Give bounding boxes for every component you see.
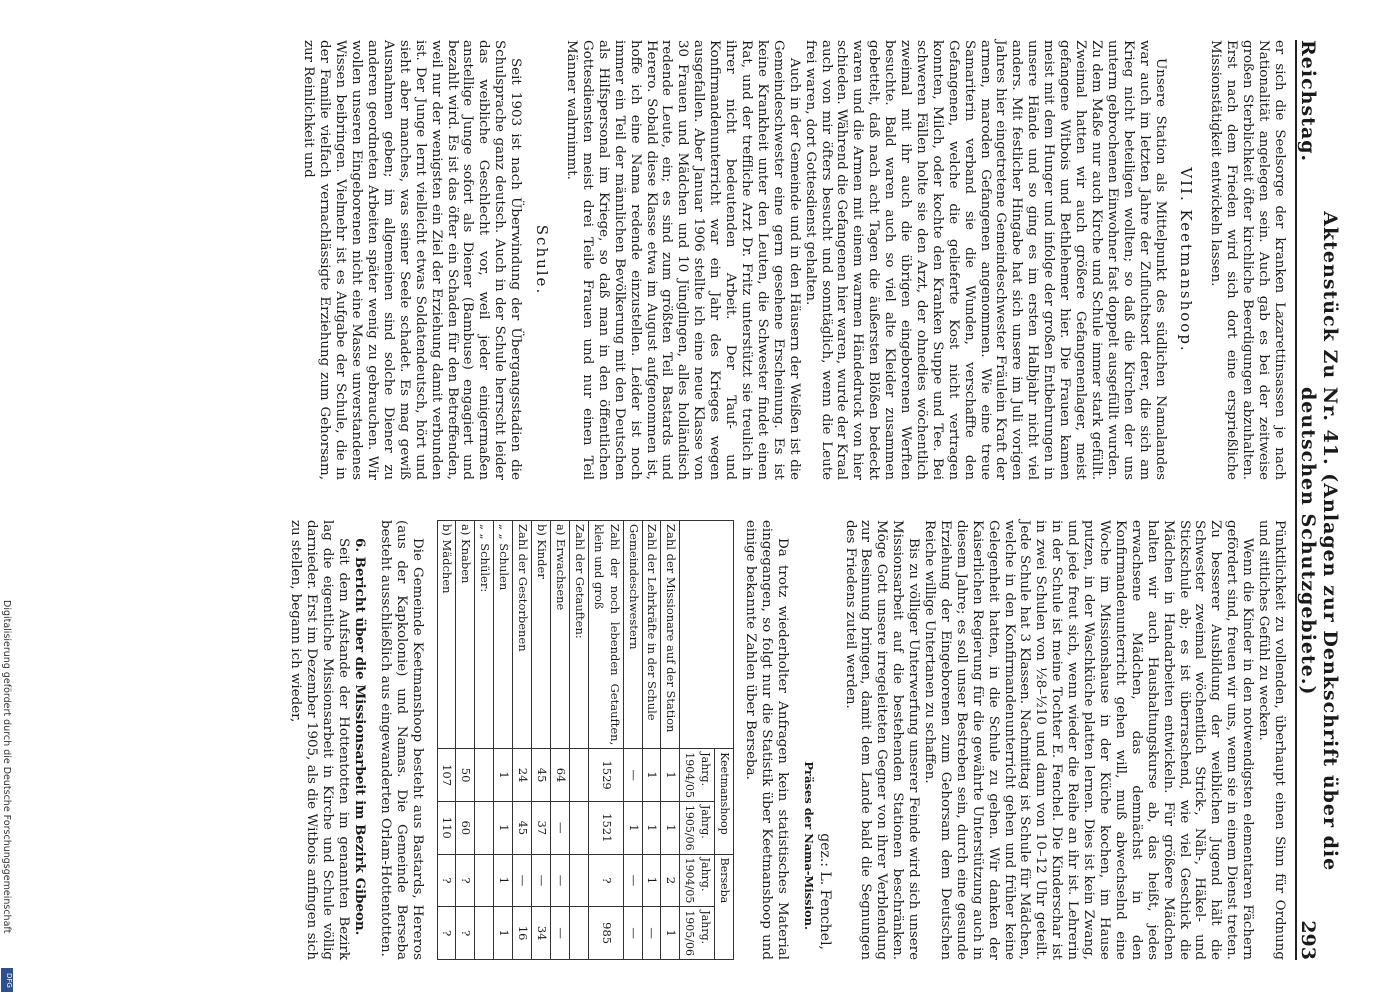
- table-cell: [569, 907, 588, 960]
- table-cell: 1: [661, 907, 680, 960]
- table-cell: —: [623, 854, 642, 907]
- table-year-header: Jahrg. 1904/05: [680, 854, 715, 907]
- table-cell: —: [532, 854, 551, 907]
- table-cell: 1521: [588, 801, 623, 854]
- table-cell: [475, 749, 494, 802]
- table-cell: 45: [513, 801, 532, 854]
- table-row: [513, 521, 532, 960]
- table-row: [588, 521, 623, 960]
- table-row: [642, 521, 661, 960]
- subsection-title-schule: Schule.: [533, 224, 552, 296]
- table-cell: [569, 749, 588, 802]
- table-row-label: Zahl der Gestorbenen: [513, 521, 532, 749]
- table-cell: 1: [642, 854, 661, 907]
- table-year-header: Jahrg. 1905/06: [680, 907, 715, 960]
- table-cell: 16: [513, 907, 532, 960]
- table-cell: 1: [642, 749, 661, 802]
- table-cell: —: [642, 907, 661, 960]
- table-cell: ?: [588, 854, 623, 907]
- section-title-keetmanshoop: VII. Keetmanshoop.: [1177, 167, 1196, 353]
- paragraph: Seit 1903 ist nach Überwindung der Übergangsstadien die Schulsprache ganz deutsch. Auch in der Schule herrscht leider das weibliche Geschlecht vor, weil jeder einigermaßen anstellige Junge sofort als Diener (Bambuse) engagiert und bezahlt wird. Es ist das öfter ein Schaden für den Betreffenden, weil nur der wenigsten ein Ziel der Erziehung damit verbunden ist. Der Junge lernt vielleicht etwas Soldatendeutsch, hört und sieht aber manches, was seiner Seele schadet. Es mag gewiß Ausnahmen geben; im allgemeinen sind solche Diener zu anderen geordneten Arbeiten später wenig zu gebrauchen. Wir wollen unseren Eingeborenen nicht eine Masse unverstandenes Wissen beibringen. Vielmehr ist es Aufgabe der Schule, die in der Familie vielfach vernachlässigte Erziehung zum Gehorsam, zur Reinlichkeit und: [301, 40, 524, 480]
- table-cell: 1: [661, 749, 680, 802]
- table-row-label: „ „ Schulen: [494, 521, 513, 749]
- paragraph: Seit dem Aufstande der Hottentotten im genannten Bezirk lag die eigentliche Missionsarbeit in Kirche und Schule völlig darnieder. Erst im Dezember 1905, als die Witbois anfingen sich zu stellen, begann ich wieder,: [288, 520, 351, 960]
- table-cell: 37: [532, 801, 551, 854]
- paragraph: Bis zu völliger Unterwerfung unserer Feinde wird sich unsere Missionsarbeit auf die bestehenden Stationen beschränken. Möge Gott unsere irregeleiteten Gegner von ihrer Verblendung zur Besinnung bringen, damit dem Lande bald die Segnungen des Friedens zuteil werden.: [842, 520, 922, 960]
- table-cell: 1: [661, 801, 680, 854]
- statistics-table: [437, 520, 735, 960]
- table-cell: [475, 801, 494, 854]
- table-cell: 2: [661, 854, 680, 907]
- table-cell: [475, 854, 494, 907]
- dfg-logo: DFG: [1, 968, 13, 992]
- table-year-header: Jahrg. 1905/06: [680, 801, 715, 854]
- table-row-label: Zahl der Lehrkräfte in der Schule: [642, 521, 661, 749]
- signature: gez.: L. Fenchel,: [816, 833, 833, 950]
- table-cell: 985: [588, 907, 623, 960]
- section-title-gibeon: 6. Bericht über die Missionsarbeit im Bezirk Gibeon.: [351, 538, 368, 936]
- paragraph: Wenn die Kinder in den notwendigsten elementaren Fächern gefördert sind, freuen wir uns, wenn sie in einem Dienst treten. Zu besserer Ausbildung der weiblichen Jugend hält die Schwester zweimal wöchentlich Strick-, Näh-, Häkel- und Stickschule ab; es ist überraschend, wie viel Geschick die Mädchen in Handarbeiten entwickeln. Für größere Mädchen halten wir auch Haushaltungskurse ab, das heißt, jedes erwachsene Mädchen, das demnächst in den Konfirmandenunterricht gehen will, muß abwechselnd eine Woche im Missionshause in der Küche kochen, im Hause putzen, in der Waschküche platten lernen. Dies ist kein Zwang, und jede freut sich, wenn wieder die Reihe an ihr ist. Lehrerin in der Schule ist meine Tochter E. Fenchel. Die Kinderschar ist in zwei Schulen von ½8–½10 und dann von 10–12 Uhr geteilt. Jede Schule hat 3 Klassen. Nachmittag ist Schule für Mädchen, welche in den Konfirmandenunterricht gehen und früher keine Gelegenheit hatten, in die Schule zu gehen. Wir danken der Kaiserlichen Regierung für die gewährte Unterstützung auch in diesem Jahre; es soll unser Bestreben sein, durch eine gesunde Erziehung der Eingeborenen zum Gehorsam dem Deutschen Reiche willige Untertanen zu schaffen.: [922, 520, 1256, 960]
- table-cell: ?: [437, 854, 456, 907]
- table-row-label: Gemeindeschwestern: [623, 521, 642, 749]
- table-cell: 107: [437, 749, 456, 802]
- signature-subtitle: Präses der Nama-Mission.: [801, 761, 816, 930]
- header-left: Reichstag.: [1297, 40, 1319, 163]
- table-cell: [569, 854, 588, 907]
- table-group-header: Keetmanshoop: [715, 749, 734, 854]
- left-column: [301, 40, 1287, 480]
- table-body: [437, 521, 680, 960]
- table-row-label: Zahl der Getauften:: [569, 521, 588, 749]
- table-row: [623, 521, 642, 960]
- table-cell: 110: [437, 801, 456, 854]
- table-cell: 34: [532, 907, 551, 960]
- table-row: [532, 521, 551, 960]
- intro-paragraph: er sich die Seelsorge der kranken Lazarettinsassen je nach Nationalität angelegen sein. Auch gab es bei der zeitweise großen Sterblichkeit öfter kirchliche Beerdigungen abzuhalten. Erst nach dem Frieden wird sich dort eine ersprießliche Missionstätigkeit entwickeln lassen.: [1208, 40, 1287, 480]
- table-row-label: Zahl der Missionare auf der Station: [661, 521, 680, 749]
- table-corner: [680, 521, 734, 749]
- table-row: [494, 521, 513, 960]
- digitization-note: Digitalisierung gefördert durch die Deutsche Forschungsgemeinschaft: [1, 600, 12, 934]
- table-row: [569, 521, 588, 960]
- paragraph: Da trotz wiederholter Anfragen kein statistisches Material eingegangen, so folgt nur die Statistik über Keetmanshoop und einige bekannte Zahlen über Berseba.: [743, 520, 790, 960]
- table-cell: 1: [494, 749, 513, 802]
- table-row: [456, 521, 475, 960]
- table-row: [437, 521, 456, 960]
- paragraph: Auch in der Gemeinde und in den Häusern der Weißen ist die Gemeindeschwester eine gern gesehene Erscheinung. Es ist keine Krankheit unter den Leuten, die Schwester findet einen Rat, und der treffliche Arzt Dr. Fritz unterstützt sie treulich in ihrer nicht bedeutenden Arbeit. Der Tauf- und Konfirmandenunterricht war ein Jahr des Krieges wegen ausgefallen. Aber Januar 1906 stellte ich eine neue Klasse von 30 Frauen und Mädchen und 10 Jünglingen, alles holländisch redende Leute, ein; es sind zum größten Teil Bastards und Herero. Sobald diese Klasse etwa im August aufgenommen ist, hoffe ich eine Nama redende einzustellen. Leider ist noch immer ein Teil der männlichen Bevölkerung mit den Deutschen als Hilfspersonal im Kriege, so daß man in den öffentlichen Gottesdiensten meist drei Teile Frauen und nur einen Teil Männer wahrnimmt.: [564, 40, 802, 480]
- table-year-header: Jahrg. 1904/05: [680, 749, 715, 802]
- table-cell: [475, 907, 494, 960]
- table-cell: —: [551, 854, 570, 907]
- table-cell: 1: [494, 801, 513, 854]
- table-cell: —: [513, 854, 532, 907]
- table-row-label: a) Erwachsene: [551, 521, 570, 749]
- table-cell: 50: [456, 749, 475, 802]
- table-cell: 1: [494, 854, 513, 907]
- table-cell: —: [551, 801, 570, 854]
- header-title: Aktenstück Zu Nr. 41. (Anlagen zur Denkschrift über die deutschen Schutzgebiete.): [1297, 211, 1341, 872]
- table-row-label: „ „ Schüler:: [475, 521, 494, 749]
- paragraph: Unsere Station als Mittelpunkt des südlichen Namalandes war auch im letzten Jahre der Zufluchtsort derer, die sich am Krieg nicht beteiligen wollten; so daß die Kirchen der uns unterm gebrochenen Einwohner fast doppelt ausgefüllt wurden. Zu dem Maße nur auch Kirche und Schule immer stark gefüllt. Zweimal hatten wir auch größere Gefangenenlager, meist gefangene Witbois und Bethlehemer hier. Die Frauen kamen meist mit dem Hunger und infolge der großen Entbehrungen in unsere Hände und so ging es im ersten Halbjahr nicht viel anders. Mit festlicher Hingabe hat sich unsere im Juli vorigen Jahres hier eingetretene Gemeindeschwester Fräulein Kraft der armen, maroden Gefangenen angenommen. Wie eine treue Samariterin verband sie die Wunden, verschaffte den Gefangenen, welche die gelieferte Kost nicht vertragen konnten, Milch, oder kochte den Kranken Suppe und Tee. Bei schweren Fällen holte sie den Arzt, der ohnedies wöchentlich zweimal mit ihr auch die übrigen eingeborenen Werften besuchte. Bald waren auch so viel alte Kleider zusammen gebettelt, daß nach acht Tagen die äußersten Blößen bedeckt waren und die Armen mit einem warmen Händedruck von hier schieden. Während die Gefangenen hier waren, wurde der Kraal auch von mir öfters besucht und sonntäglich, wenn die Leute frei waren, dort Gottesdienst gehalten.: [802, 40, 1168, 480]
- table-cell: 1: [623, 801, 642, 854]
- table-cell: ?: [456, 854, 475, 907]
- table-cell: 64: [551, 749, 570, 802]
- table-cell: —: [551, 907, 570, 960]
- table-cell: [569, 801, 588, 854]
- right-column: [287, 520, 1287, 960]
- page-header: [1295, 40, 1341, 960]
- paragraph: Pünktlichkeit zu vollenden, überhaupt einen Sinn für Ordnung und sittliches Gefühl zu wecken.: [1256, 520, 1287, 960]
- table-cell: —: [623, 749, 642, 802]
- table-cell: 45: [532, 749, 551, 802]
- table-row: [661, 521, 680, 960]
- table-row: [551, 521, 570, 960]
- table-row-label: Zahl der noch lebenden Getauften, klein und groß: [588, 521, 623, 749]
- paragraph: Die Gemeinde Keetmanshoop besteht aus Bastards, Hereros (aus der Kapkolonie) und Namas. Die Gemeinde Berseba besteht ausschließlich aus eingewanderten Orlam-Hottentotten.: [377, 520, 425, 960]
- table-row-label: b) Kinder: [532, 521, 551, 749]
- table-cell: ?: [437, 907, 456, 960]
- table-row-label: b) Mädchen: [437, 521, 456, 749]
- table-cell: 24: [513, 749, 532, 802]
- table-cell: ?: [456, 907, 475, 960]
- page-number: 293: [1297, 920, 1319, 960]
- table-cell: 1: [494, 907, 513, 960]
- table-row-label: a) Knaben: [456, 521, 475, 749]
- table-cell: 60: [456, 801, 475, 854]
- table-cell: 1: [642, 801, 661, 854]
- table-row: [475, 521, 494, 960]
- table-cell: 1529: [588, 749, 623, 802]
- table-cell: —: [623, 907, 642, 960]
- digitization-strip: [0, 600, 14, 1000]
- table-group-header: Berseba: [715, 854, 734, 959]
- document-page: [5, 0, 1345, 1000]
